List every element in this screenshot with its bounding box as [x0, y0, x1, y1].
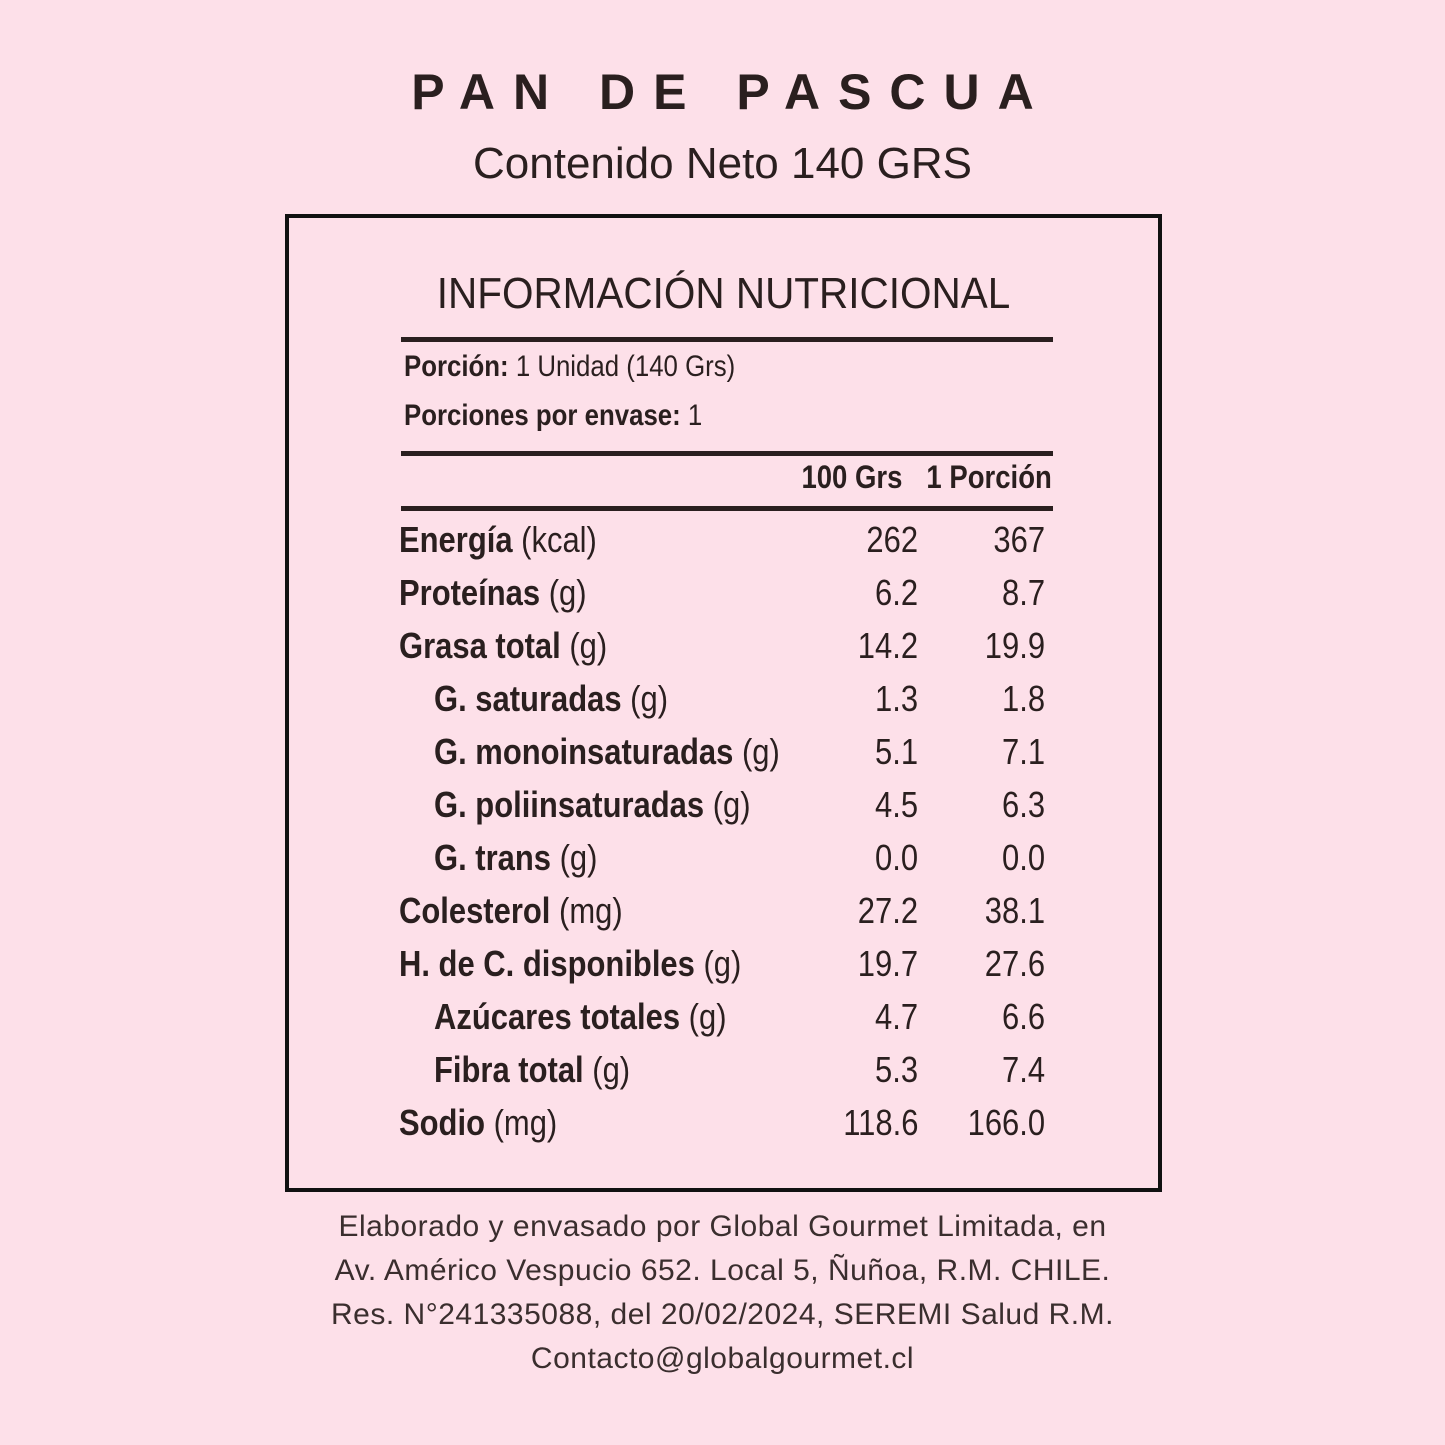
column-header-100g: 100 Grs	[801, 459, 902, 495]
nutrient-name: G. monoinsaturadas	[434, 731, 734, 772]
nutrient-label	[434, 835, 597, 881]
value-per-portion: 0.0	[1001, 837, 1045, 878]
nutrient-unit: (kcal)	[521, 519, 597, 560]
nutrient-row	[289, 882, 1158, 935]
divider	[401, 337, 1053, 342]
value-per-portion: 8.7	[1001, 572, 1045, 613]
value-per-portion: 6.6	[1001, 996, 1045, 1037]
nutrient-label	[399, 570, 587, 616]
nutrient-unit: (mg)	[493, 1102, 558, 1143]
value-per-portion: 27.6	[984, 943, 1045, 984]
nutrient-label	[434, 1047, 630, 1093]
nutrient-label	[434, 729, 780, 775]
value-per-100g: 4.5	[874, 784, 918, 825]
value-per-portion: 7.1	[1001, 731, 1045, 772]
nutrient-label	[434, 676, 668, 722]
serving-size-value: 1 Unidad (140 Grs)	[515, 350, 736, 383]
footer-line: Res. N°241335088, del 20/02/2024, SEREMI Salud R.M.	[331, 1298, 1114, 1331]
nutrient-row	[289, 829, 1158, 882]
nutrient-name: Proteínas	[399, 572, 541, 613]
value-per-portion: 7.4	[1001, 1049, 1045, 1090]
serving-size-label: Porción:	[404, 350, 509, 383]
nutrient-unit: (g)	[592, 1049, 631, 1090]
nutrient-name: Grasa total	[399, 625, 561, 666]
product-title: PAN DE PASCUA	[411, 64, 1052, 120]
nutrition-panel-title: INFORMACIÓN NUTRICIONAL	[436, 269, 1011, 318]
value-per-100g: 262	[866, 519, 918, 560]
value-per-100g: 0.0	[874, 837, 918, 878]
value-per-100g: 118.6	[842, 1102, 918, 1143]
nutrient-row	[289, 564, 1158, 617]
value-per-100g: 5.1	[874, 731, 918, 772]
nutrient-unit: (g)	[559, 837, 598, 878]
nutrient-row	[289, 617, 1158, 670]
value-per-portion: 1.8	[1001, 678, 1045, 719]
footer-line: Elaborado y envasado por Global Gourmet Limitada, en	[338, 1210, 1107, 1243]
nutrient-row	[289, 511, 1158, 564]
nutrient-row	[289, 776, 1158, 829]
servings-per-package-value: 1	[687, 399, 703, 432]
value-per-portion: 166.0	[967, 1102, 1045, 1143]
nutrient-label	[399, 623, 607, 669]
nutrient-unit: (g)	[688, 996, 727, 1037]
nutrient-label	[399, 517, 597, 563]
footer-line: Av. Américo Vespucio 652. Local 5, Ñuñoa, R.M. CHILE.	[334, 1254, 1111, 1287]
nutrient-unit: (g)	[703, 943, 742, 984]
nutrient-name: G. saturadas	[434, 678, 622, 719]
nutrient-row	[289, 723, 1158, 776]
nutrient-unit: (g)	[712, 784, 751, 825]
value-per-100g: 14.2	[857, 625, 918, 666]
nutrient-name: G. poliinsaturadas	[434, 784, 705, 825]
nutrient-row	[289, 1094, 1158, 1147]
nutrient-label	[434, 782, 751, 828]
nutrient-name: Colesterol	[399, 890, 551, 931]
nutrient-name: G. trans	[434, 837, 552, 878]
nutrition-panel	[285, 214, 1162, 1192]
value-per-100g: 5.3	[874, 1049, 918, 1090]
servings-per-package	[404, 396, 702, 436]
nutrient-label	[399, 888, 623, 934]
value-per-portion: 38.1	[984, 890, 1045, 931]
nutrient-name: Fibra total	[434, 1049, 584, 1090]
nutrient-name: Energía	[399, 519, 513, 560]
serving-size	[404, 347, 735, 387]
value-per-100g: 19.7	[857, 943, 918, 984]
nutrient-row	[289, 670, 1158, 723]
nutrient-label	[399, 1100, 557, 1146]
contact-email: Contacto@globalgourmet.cl	[530, 1342, 915, 1375]
column-header-portion: 1 Porción	[926, 459, 1052, 495]
nutrient-unit: (g)	[569, 625, 608, 666]
nutrient-row	[289, 988, 1158, 1041]
value-per-100g: 1.3	[874, 678, 918, 719]
nutrient-name: H. de C. disponibles	[399, 943, 695, 984]
servings-per-package-label: Porciones por envase:	[404, 399, 681, 432]
nutrient-row	[289, 935, 1158, 988]
nutrient-label	[399, 941, 741, 987]
value-per-100g: 6.2	[874, 572, 918, 613]
nutrient-table	[289, 511, 1158, 1147]
value-per-portion: 19.9	[984, 625, 1045, 666]
net-content: Contenido Neto 140 GRS	[473, 139, 972, 188]
manufacturer-info	[0, 1205, 1445, 1381]
nutrient-unit: (mg)	[559, 890, 623, 931]
value-per-portion: 367	[993, 519, 1045, 560]
nutrient-unit: (g)	[548, 572, 587, 613]
value-per-100g: 27.2	[857, 890, 918, 931]
value-per-100g: 4.7	[874, 996, 918, 1037]
value-per-portion: 6.3	[1001, 784, 1045, 825]
nutrient-name: Azúcares totales	[434, 996, 681, 1037]
nutrient-label	[434, 994, 727, 1040]
nutrient-unit: (g)	[741, 731, 780, 772]
nutrient-row	[289, 1041, 1158, 1094]
nutrient-unit: (g)	[630, 678, 669, 719]
nutrient-name: Sodio	[399, 1102, 485, 1143]
